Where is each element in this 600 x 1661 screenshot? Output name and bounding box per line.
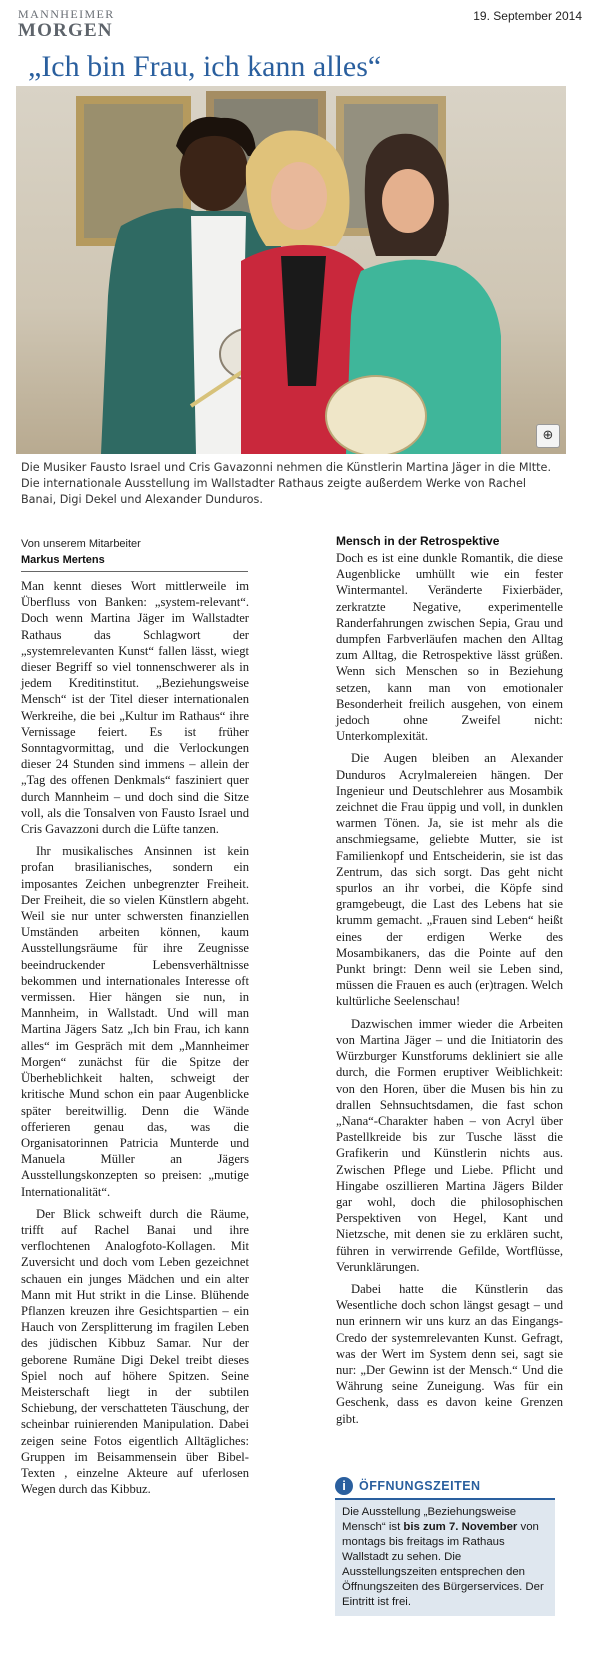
masthead-logo <box>18 7 115 41</box>
article-column-left <box>21 578 249 1503</box>
paragraph: Dabei hatte die Künstlerin das Wesentliche doch schon längst gesagt – und nun erinnern wir uns kurz an das Eingangs-Credo der systemrelevanten Kunst. Gefragt, was der Wert im System denn sei, sagt sie nur: „Der Gewinn ist der Mensch.“ Und die Währung seine Zuneigung. Was für ein Geschenk, dass es davon keine Grenzen gibt. <box>336 1281 563 1426</box>
paragraph: Der Blick schweift durch die Räume, trifft auf Rachel Banai und ihre verflochtenen Analogfoto-Kollagen. Mit Zuversicht und doch vom Leben gezeichnet schauen ein junges Mädchen und ein alter Mann mit Hut strikt in die Linse. Blühende Pflanzen kreuzen ihre Gesichtspartien – ein Hauch von Zersplitterung im fragilen Leben des jüdischen Kibbuz Samar. Nur der geborene Rumäne Digi Dekel treibt dieses Spiel noch auf höhere Spitzen. Seine Meisterschaft liegt in der subtilen Schiebung, der verschatteten Täuschung, der scheinbar ruinierenden Manipulation. Dabei zeigen seine Fotos eigentlich Alltägliches: Gruppen im Beisammensein über Bibel-Texten , einzelne Akteure auf uferlosen Wegen durch das Kibbuz. <box>21 1206 249 1497</box>
info-text-after: von montags bis freitags im Rathaus Wallstadt zu sehen. Die Ausstellungszeiten entsprechen den Öffnungszeiten des Bürgerservices. Der Eintritt ist frei. <box>342 1521 544 1608</box>
info-icon: i <box>335 1477 353 1495</box>
masthead-top: MANNHEIMER <box>18 7 115 21</box>
opening-hours-title: ÖFFNUNGSZEITEN <box>359 1479 481 1493</box>
woman-dark-face <box>382 169 434 233</box>
info-text-before: Die Ausstellung „Beziehungsweise Mensch“ ist <box>342 1506 517 1533</box>
paragraph: Man kennt dieses Wort mittlerweile im Überfluss von Banken: „system-relevant“. Doch wenn Martina Jäger im Wallstadter Rathaus das Schlagwort der „systemrelevanten Kunst“ fallen lässt, wiegt dieser Begriff so viel tonnenschwerer als in jedem Kreditinstitut. „Beziehungsweise Mensch“ ist der Titel dieser internationalen Werkreihe, die bei „Kultur im Rathaus“ ihre Vernissage feiert. Es ist früher Sonntagvormittag, und die Verlockungen dieser 24 Stunden sind immens – allein der „Tag des offenen Denkmals“ fasziniert quer durch Mannheim – und doch sind die Sitze voll, als die Tonsalven von Fausto Israel und Cris Gavazzoni durch die Lüfte tanzen. <box>21 579 249 837</box>
byline-prefix: Von unserem Mitarbeiter <box>21 538 141 550</box>
byline-author: Markus Mertens <box>21 554 105 566</box>
publication-date: 19. September 2014 <box>473 9 582 23</box>
photo-illustration <box>16 86 566 454</box>
photo-caption: Die Musiker Fausto Israel und Cris Gavazonni nehmen die Künstlerin Martina Jäger in die MItte. Die internationale Ausstellung im Wallstadter Rathaus zeigte außerdem Werke von Rachel Banai, Digi Dekel und Alexander Dunduros. <box>21 461 551 506</box>
paragraph: Ihr musikalisches Ansinnen ist kein profan brasilianisches, sondern ein imposantes Zeichen unbegrenzter Freiheit. Der Freiheit, die so vielen Künstlern abgeht. Weil sie nur unter schwersten finanziellen Umständen arbeiten können, kaum Ausstellungsräume für ihre Zeugnisse beeindruckender Lebensverhältnisse bekommen und internationales Interesse oft vermissen. Hier hängen sie nun, in Mannheim, in Wallstadt. Und will man Martina Jägers Satz „Ich bin Frau, ich kann alles“ im Gespräch mit dem „Mannheimer Morgen“ zunächst für die Spitze der Überheblichkeit halten, schweigt der kritische Mund schon ein paar Augenblicke später bereitwillig. Denn die Wände offerieren genau das, was die Organisatorinnen Patricia Munterde und Manuela Müller an Jägers Ausstellungskonzepten so preisen: „mutige Internationalität“. <box>21 844 249 1199</box>
article-photo[interactable] <box>16 86 566 454</box>
woman-blonde-face <box>271 162 327 230</box>
paragraph: Die Augen bleiben an Alexander Dunduros Acrylmalereien hängen. Der Ingenieur und Deutschlehrer aus Mosambik zeichnet die Frau üppig und voll, in dunklen warmen Tönen. Ja, sie ist mehr als die anschmiegsame, geliebte Mutter, sie ist Familienkopf und Entscheiderin, sie ist das Zentrum, das sich sorgt. Das geht nicht spurlos an ihr vorbei, die Köpfe sind gramgebeugt, die Last des Lebens hat sie krumm gemacht. „Frauen sind Leben“ heißt eines der erdigen Werke des Mosambikaners, das die Pointe auf den Punkt bringt: Denn weil sie Leben sind, müssen die Frauen es auch (er)tragen. Welch kultürliche Seelenschau! <box>336 751 563 1009</box>
opening-hours-box <box>335 1474 555 1616</box>
headline: „Ich bin Frau, ich kann alles“ <box>28 50 382 83</box>
opening-hours-header <box>335 1474 555 1500</box>
info-text-bold: bis zum 7. November <box>403 1521 518 1533</box>
opening-hours-text <box>335 1500 555 1616</box>
masthead-main: MORGEN <box>18 20 113 41</box>
byline-divider <box>21 571 248 572</box>
paragraph: Dazwischen immer wieder die Arbeiten von Martina Jäger – und die Initiatorin des Würzburger Kunstforums dekliniert sie alle durch, die Formen eruptiver Weiblichkeit: von den Horen, über die Musen bis hin zu drallen Sehnsuchtsdamen, die fast schon „Nana“-Charakter haben – von Acryl über Pastellkreide bis zur Tusche lässt die Grafikerin und Künstlerin nichts aus. Zwischen Pflege und Liebe. Pflicht und Hingabe oszillieren Martina Jägers Bilder gar wohl, doch die philosophischen Perspektiven von Hegel, Kant und Nietzsche, mit denen sie zu erklären sucht, führen in verwirrende Gefilde, Wortflüsse, Verunklärungen. <box>336 1016 563 1274</box>
zoom-in-icon[interactable]: ⊕ <box>536 424 560 448</box>
paragraph: Doch es ist eine dunkle Romantik, die diese Augenblicke umhüllt wie ein fester Wintermantel. Veränderte Fixierbäder, zerkratzte Negative, experimentelle Randerfahrungen zwischen Sepia, Grau und dumpfen Farbverläufen machen den Alltag zum Alltag, die Retrospektive lässt grüßen. Wenn sich Menschen so in Beziehung setzen, kann man von emotionaler Besonderheit freilich ausgehen, von einem jedoch ohne Zweifel nicht: Unterkomplexität. <box>336 551 563 744</box>
section-subheading: Mensch in der Retrospektive <box>336 534 500 548</box>
frame-drum <box>326 376 426 454</box>
article-column-right <box>336 550 563 1433</box>
